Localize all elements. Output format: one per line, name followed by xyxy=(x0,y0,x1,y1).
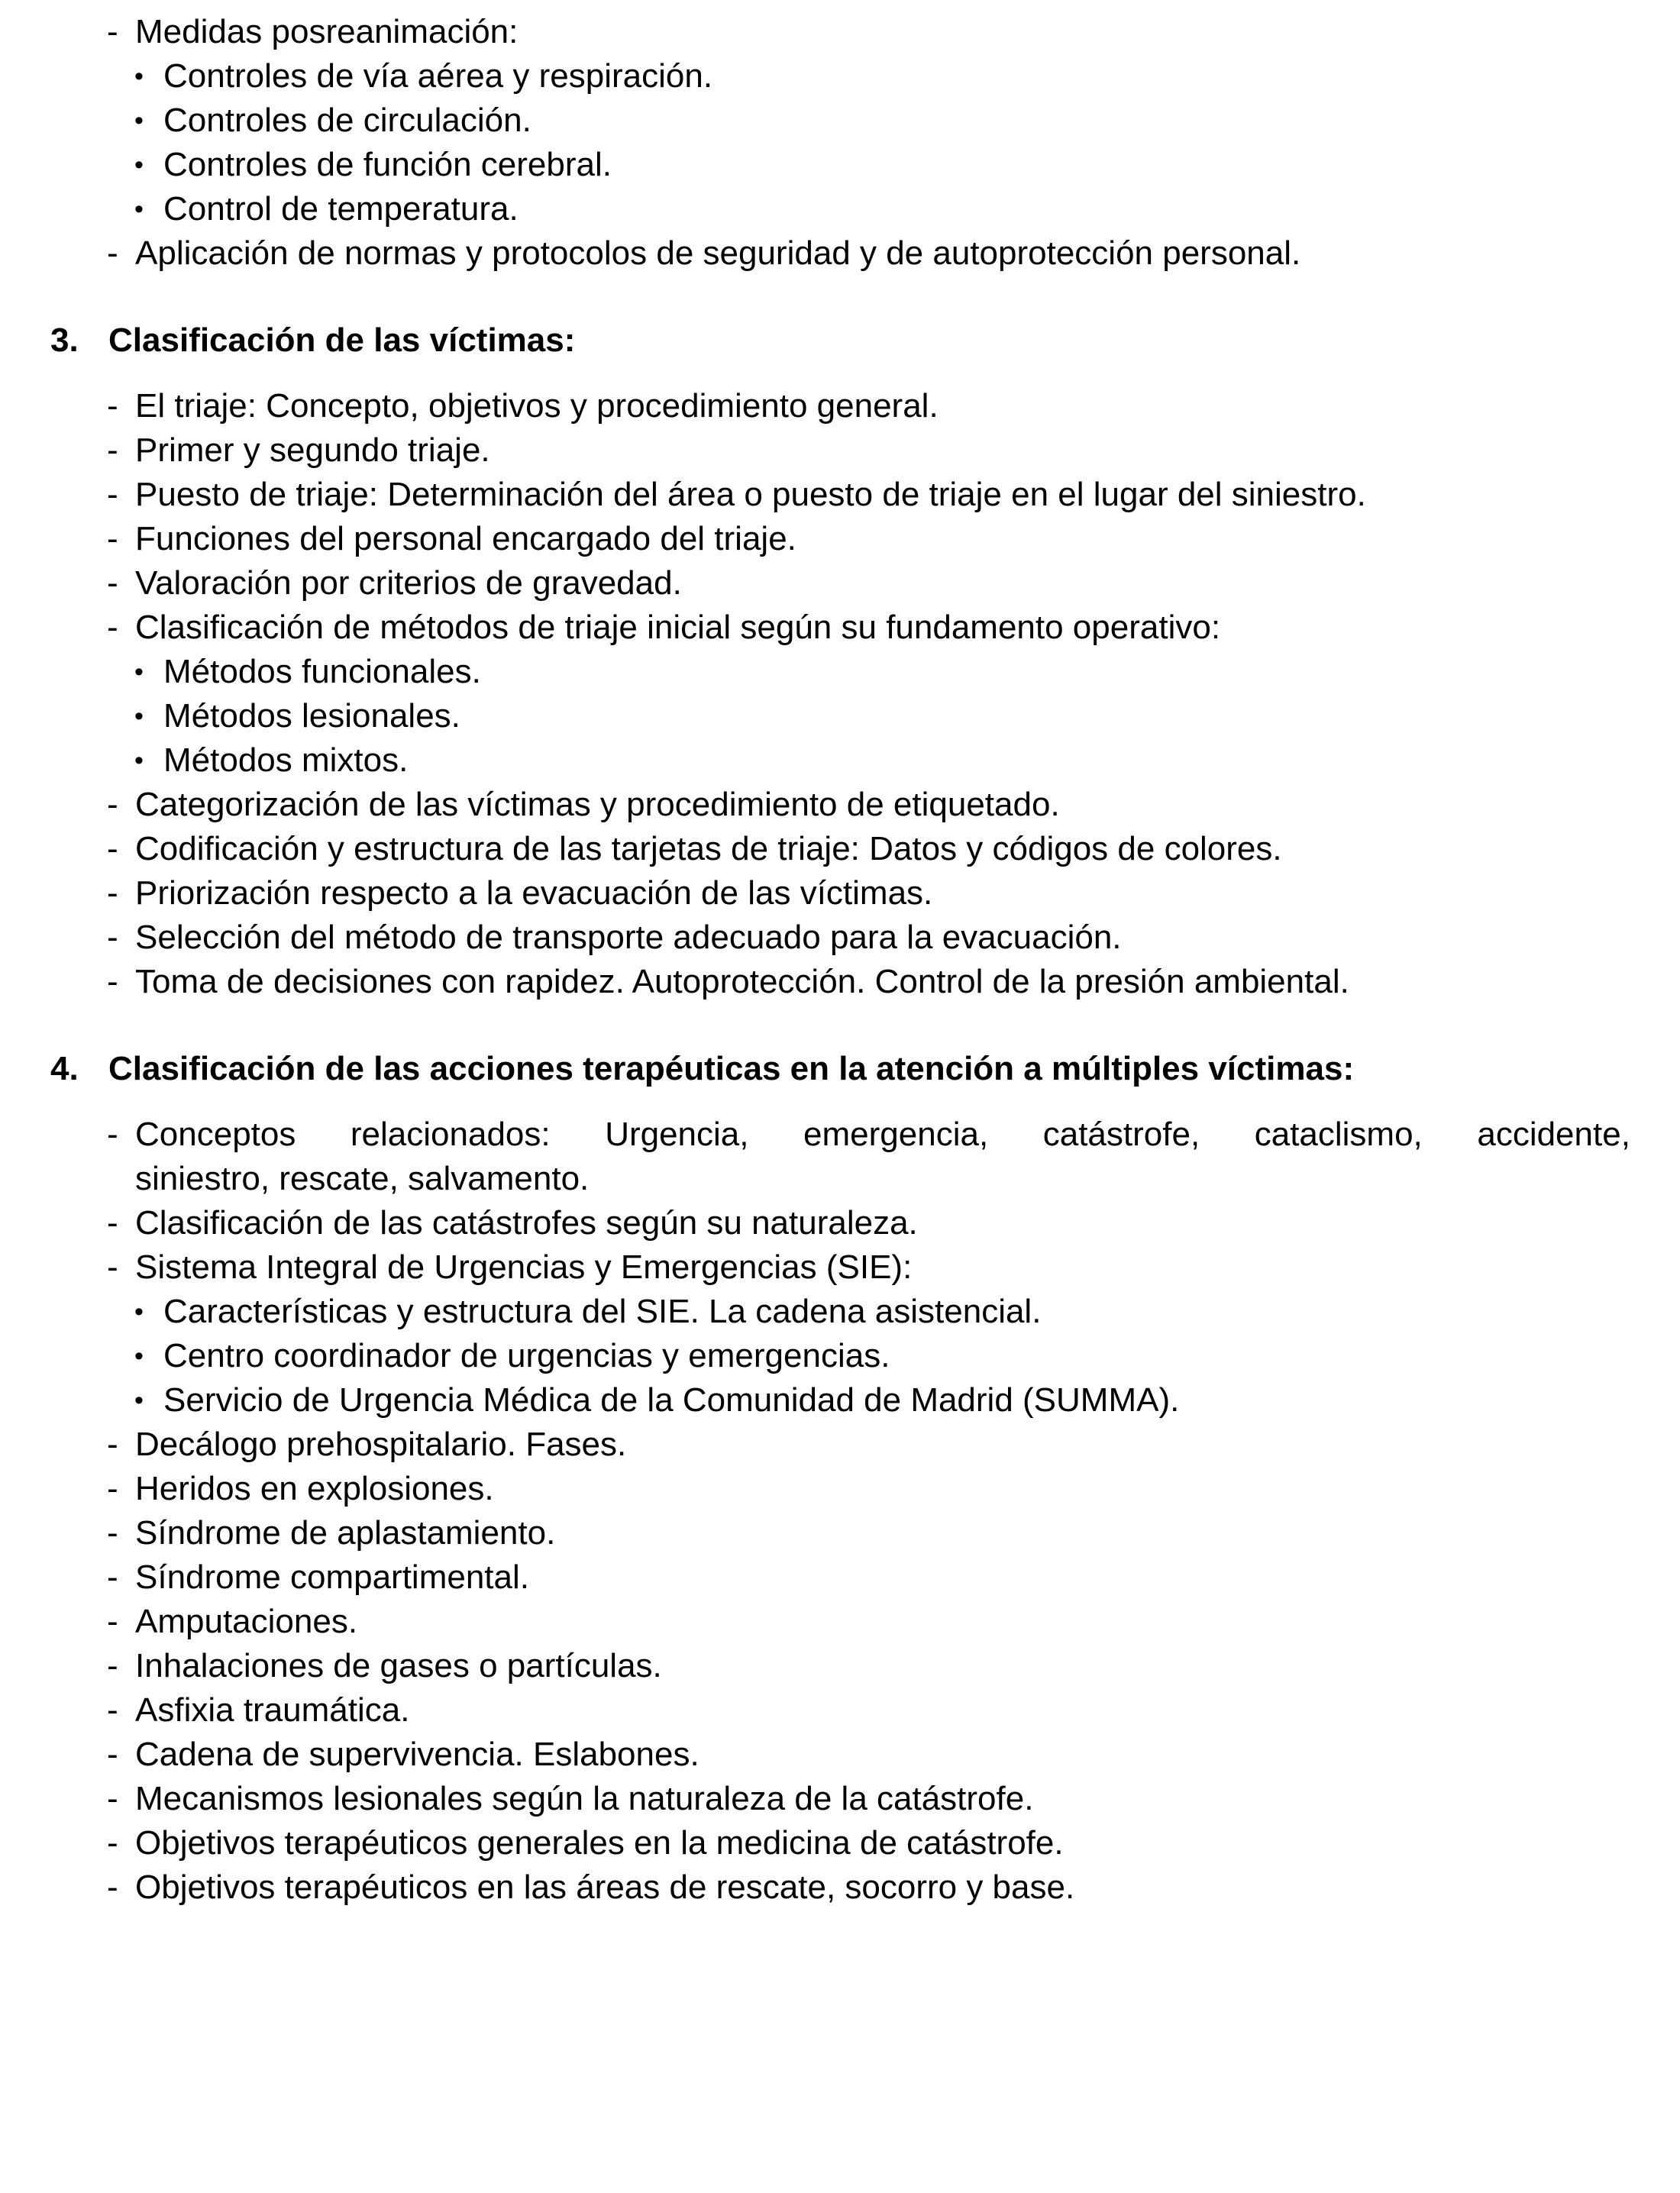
bullet-item xyxy=(134,1290,1041,1333)
list-item xyxy=(107,562,682,605)
list-item xyxy=(107,1600,357,1643)
bullet-item-text: Controles de circulación. xyxy=(163,102,531,139)
dash-marker: - xyxy=(107,874,118,912)
dash-marker: - xyxy=(107,1603,118,1640)
dash-marker: - xyxy=(107,963,118,1000)
bullet-marker: • xyxy=(134,62,144,91)
bullet-item-text: Controles de función cerebral. xyxy=(163,146,612,183)
bullet-marker: • xyxy=(134,657,144,686)
dash-marker: - xyxy=(107,786,118,823)
dash-marker: - xyxy=(107,1514,118,1552)
dash-marker: - xyxy=(107,830,118,867)
list-item-text: Clasificación de las catástrofes según su naturaleza. xyxy=(135,1204,918,1242)
dash-marker: - xyxy=(107,387,118,425)
justified-words xyxy=(135,1113,1630,1156)
word: Urgencia, xyxy=(605,1116,749,1153)
bullet-item-text: Métodos mixtos. xyxy=(163,741,409,779)
list-item-text: Mecanismos lesionales según la naturaleza de la catástrofe. xyxy=(135,1780,1034,1817)
list-item xyxy=(107,828,1282,870)
list-item-text: Valoración por criterios de gravedad. xyxy=(135,564,682,602)
list-item xyxy=(107,1645,662,1688)
dash-marker: - xyxy=(107,476,118,513)
list-item-text: Objetivos terapéuticos generales en la medicina de catástrofe. xyxy=(135,1824,1064,1862)
list-item xyxy=(107,1468,494,1510)
list-item-text: Medidas posreanimación: xyxy=(135,13,519,50)
bullet-item-text: Características y estructura del SIE. La cadena asistencial. xyxy=(163,1293,1042,1330)
list-item xyxy=(107,1423,626,1466)
list-item xyxy=(107,1689,409,1732)
list-item-text: Cadena de supervivencia. Eslabones. xyxy=(135,1736,699,1773)
section-title: Clasificación de las víctimas: xyxy=(108,321,576,359)
word: emergencia, xyxy=(803,1116,989,1153)
section-title: Clasificación de las acciones terapéuticas en la atención a múltiples víctimas: xyxy=(108,1050,1355,1087)
dash-marker: - xyxy=(107,609,118,646)
word: cataclismo, xyxy=(1254,1116,1423,1153)
list-item xyxy=(107,1202,918,1245)
list-item-text: Síndrome de aplastamiento. xyxy=(135,1514,556,1552)
list-item-text: Selección del método de transporte adecuado para la evacuación. xyxy=(135,919,1122,956)
list-item-text: Heridos en explosiones. xyxy=(135,1470,494,1507)
list-item xyxy=(107,429,490,472)
list-item-justified xyxy=(107,1113,1630,1156)
list-item xyxy=(107,1778,1033,1820)
word: catástrofe, xyxy=(1042,1116,1200,1153)
bullet-item xyxy=(134,55,712,98)
list-item xyxy=(107,1512,555,1555)
dash-marker: - xyxy=(107,919,118,956)
section-number: 4. xyxy=(50,1050,79,1087)
list-item-continuation: siniestro, rescate, salvamento. xyxy=(135,1160,590,1197)
bullet-item xyxy=(134,144,612,186)
list-item xyxy=(107,1866,1074,1909)
bullet-item-text: Servicio de Urgencia Médica de la Comunidad de Madrid (SUMMA). xyxy=(163,1381,1180,1419)
list-item xyxy=(107,1246,912,1289)
list-item xyxy=(107,232,1300,275)
bullet-marker: • xyxy=(134,150,144,179)
dash-marker: - xyxy=(107,1736,118,1773)
dash-marker: - xyxy=(107,1470,118,1507)
list-item xyxy=(107,1822,1064,1865)
section-heading xyxy=(50,1048,1354,1090)
list-item-text: Codificación y estructura de las tarjetas de triaje: Datos y códigos de colores. xyxy=(135,830,1282,867)
list-item xyxy=(107,961,1349,1003)
bullet-item-text: Centro coordinador de urgencias y emergencias. xyxy=(163,1337,890,1374)
list-item xyxy=(107,606,1220,649)
bullet-marker: • xyxy=(134,1297,144,1326)
dash-marker: - xyxy=(107,234,118,272)
dash-marker: - xyxy=(107,13,118,50)
list-item-text: Amputaciones. xyxy=(135,1603,358,1640)
bullet-item xyxy=(134,1335,890,1377)
list-item xyxy=(107,783,1060,826)
bullet-marker: • xyxy=(134,106,144,135)
list-item xyxy=(107,1556,529,1599)
list-item-text: Decálogo prehospitalario. Fases. xyxy=(135,1426,627,1463)
dash-marker: - xyxy=(107,1426,118,1463)
list-item xyxy=(107,473,1366,516)
bullet-item xyxy=(134,1379,1179,1422)
bullet-marker: • xyxy=(134,1342,144,1371)
list-item-text: Aplicación de normas y protocolos de seguridad y de autoprotección personal. xyxy=(135,234,1301,272)
list-item-text: Toma de decisiones con rapidez. Autoprotección. Control de la presión ambiental. xyxy=(135,963,1349,1000)
bullet-item-text: Métodos funcionales. xyxy=(163,653,481,690)
word: relacionados: xyxy=(350,1116,551,1153)
bullet-marker: • xyxy=(134,702,144,731)
bullet-marker: • xyxy=(134,746,144,775)
list-item-text: Sistema Integral de Urgencias y Emergencias (SIE): xyxy=(135,1248,913,1286)
list-item-text: Puesto de triaje: Determinación del área o puesto de triaje en el lugar del siniestro. xyxy=(135,476,1366,513)
list-item-text: El triaje: Concepto, objetivos y procedimiento general. xyxy=(135,387,939,425)
list-item-text: Priorización respecto a la evacuación de las víctimas. xyxy=(135,874,933,912)
bullet-marker: • xyxy=(134,195,144,224)
dash-marker: - xyxy=(107,1116,118,1153)
list-item xyxy=(107,385,939,428)
list-item-text: Objetivos terapéuticos en las áreas de rescate, socorro y base. xyxy=(135,1868,1075,1906)
list-item xyxy=(107,872,932,915)
list-item-text: Categorización de las víctimas y procedimiento de etiquetado. xyxy=(135,786,1060,823)
dash-marker: - xyxy=(107,1558,118,1596)
dash-marker: - xyxy=(107,520,118,557)
dash-marker: - xyxy=(107,1647,118,1684)
bullet-item xyxy=(134,188,519,231)
bullet-marker: • xyxy=(134,1386,144,1415)
list-item xyxy=(107,916,1122,959)
word: Conceptos xyxy=(135,1116,296,1153)
bullet-item-text: Control de temperatura. xyxy=(163,190,519,228)
dash-marker: - xyxy=(107,431,118,469)
dash-marker: - xyxy=(107,1248,118,1286)
word: accidente, xyxy=(1477,1116,1630,1153)
bullet-item xyxy=(134,99,531,142)
list-item xyxy=(107,518,796,560)
bullet-item-text: Métodos lesionales. xyxy=(163,697,460,735)
list-item-text: Primer y segundo triaje. xyxy=(135,431,490,469)
section-heading xyxy=(50,319,575,362)
bullet-item xyxy=(134,651,481,693)
list-item-text: Síndrome compartimental. xyxy=(135,1558,529,1596)
bullet-item xyxy=(134,739,408,782)
list-item-text: Inhalaciones de gases o partículas. xyxy=(135,1647,662,1684)
bullet-item-text: Controles de vía aérea y respiración. xyxy=(163,57,713,95)
dash-marker: - xyxy=(107,1868,118,1906)
dash-marker: - xyxy=(107,1204,118,1242)
section-number: 3. xyxy=(50,321,79,359)
list-item-text: Funciones del personal encargado del triaje. xyxy=(135,520,796,557)
list-item-text: Clasificación de métodos de triaje inicial según su fundamento operativo: xyxy=(135,609,1221,646)
dash-marker: - xyxy=(107,564,118,602)
bullet-item xyxy=(134,695,460,738)
dash-marker: - xyxy=(107,1780,118,1817)
dash-marker: - xyxy=(107,1691,118,1729)
list-item xyxy=(107,1733,699,1776)
list-item xyxy=(107,11,518,53)
dash-marker: - xyxy=(107,1824,118,1862)
list-item-text: Asfixia traumática. xyxy=(135,1691,410,1729)
